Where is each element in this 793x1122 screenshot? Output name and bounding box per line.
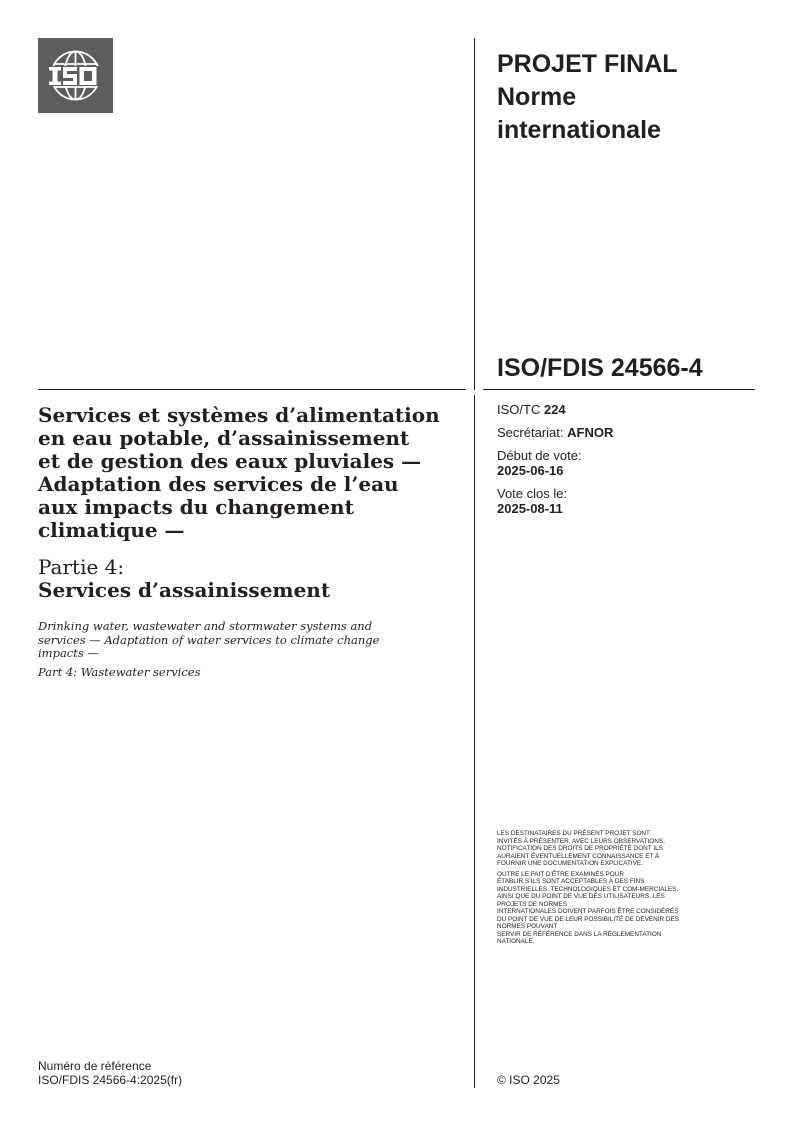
english-part-title: Part 4: Wastewater services: [38, 664, 201, 679]
vote-end: [497, 486, 747, 516]
notice-line: AINSI QUE DU POINT DE VUE DES UTILISATEURS, LES: [497, 893, 665, 900]
vote-start-value: 2025-06-16: [497, 463, 564, 478]
notice-line: NATIONALE.: [497, 938, 535, 945]
reference-label: Numéro de référence: [38, 1059, 152, 1073]
title-line: Adaptation des services de l’eau: [38, 472, 399, 496]
english-title-line: impacts —: [38, 646, 99, 660]
title-line: Services et systèmes d’alimentation: [38, 403, 440, 427]
title-line: et de gestion des eaux pluviales —: [38, 449, 422, 473]
vertical-divider-top: [474, 38, 475, 390]
copyright: © ISO 2025: [497, 1073, 560, 1087]
notice-line: LES DESTINATAIRES DU PRÉSENT PROJET SONT: [497, 830, 650, 837]
reference-value: ISO/FDIS 24566-4:2025(fr): [38, 1073, 183, 1087]
notice-line: AURAIENT ÉVENTUELLEMENT CONNAISSANCE ET À: [497, 852, 660, 860]
iso-logo: [38, 38, 113, 113]
committee-value: 224: [543, 402, 566, 417]
notice-line: INTERNATIONALES DOIVENT PARFOIS ÊTRE CONSIDÉRÉS: [497, 908, 679, 915]
notice-line: ÉTABLIR S’ILS SONT ACCEPTABLES À DES FINS: [497, 878, 645, 885]
horizontal-divider-right: [483, 389, 755, 390]
vote-start: [497, 448, 747, 478]
english-title: [38, 620, 458, 661]
secretariat-value: AFNOR: [567, 425, 614, 440]
notice-line: NOTIFICATION DES DROITS DE PROPRIÉTÉ DONT ILS: [497, 845, 663, 852]
english-title-line: Drinking water, wastewater and stormwater systems and: [38, 619, 373, 633]
notice-line: NORMES POUVANT: [497, 923, 558, 930]
committee: [497, 402, 747, 417]
vote-end-value: 2025-08-11: [497, 501, 563, 516]
notice-line: PROJETS DE NORMES: [497, 900, 567, 908]
reference-number: [38, 1059, 182, 1087]
notice-line: SERVIR DE RÉFÉRENCE DANS LA RÉGLEMENTATION: [497, 930, 662, 938]
document-meta: [497, 402, 747, 524]
status-line: PROJET FINAL: [497, 50, 678, 78]
draft-notice: [497, 830, 759, 946]
notice-line: FOURNIR UNE DOCUMENTATION EXPLICATIVE.: [497, 860, 643, 867]
committee-label: ISO/TC: [497, 402, 541, 417]
title-line: climatique —: [38, 518, 185, 542]
document-number: ISO/FDIS 24566-4: [497, 354, 703, 382]
iso-globe-icon: [38, 38, 113, 113]
main-title: [38, 404, 458, 542]
secretariat-label: Secrétariat:: [497, 425, 564, 440]
part-label: Partie 4:: [38, 555, 125, 579]
part-title: Services d’assainissement: [38, 578, 331, 602]
title-line: en eau potable, d’assainissement: [38, 426, 410, 450]
vote-start-label: Début de vote:: [497, 448, 582, 463]
notice-paragraph-2: [497, 871, 759, 946]
notice-line: INDUSTRIELLES, TECHNOLOGIQUES ET COM-MERCIALES,: [497, 885, 679, 893]
notice-line: DU POINT DE VUE DE LEUR POSSIBILITÉ DE DEVENIR DES: [497, 915, 680, 923]
document-status: [497, 48, 757, 147]
notice-paragraph-1: [497, 830, 759, 868]
vote-end-label: Vote clos le:: [497, 486, 568, 501]
title-line: aux impacts du changement: [38, 495, 354, 519]
notice-line: INVITÉS À PRÉSENTER, AVEC LEURS OBSERVATIONS,: [497, 837, 665, 845]
secretariat: [497, 425, 747, 440]
notice-line: OUTRE LE FAIT D’ÊTRE EXAMINÉS POUR: [497, 870, 625, 878]
vertical-divider-bottom: [474, 395, 475, 1088]
title-block: [38, 404, 458, 679]
english-title-line: services — Adaptation of water services to climate change: [38, 632, 380, 647]
horizontal-divider-left: [38, 389, 466, 390]
status-line: internationale: [497, 116, 661, 144]
status-line: Norme: [497, 83, 577, 111]
